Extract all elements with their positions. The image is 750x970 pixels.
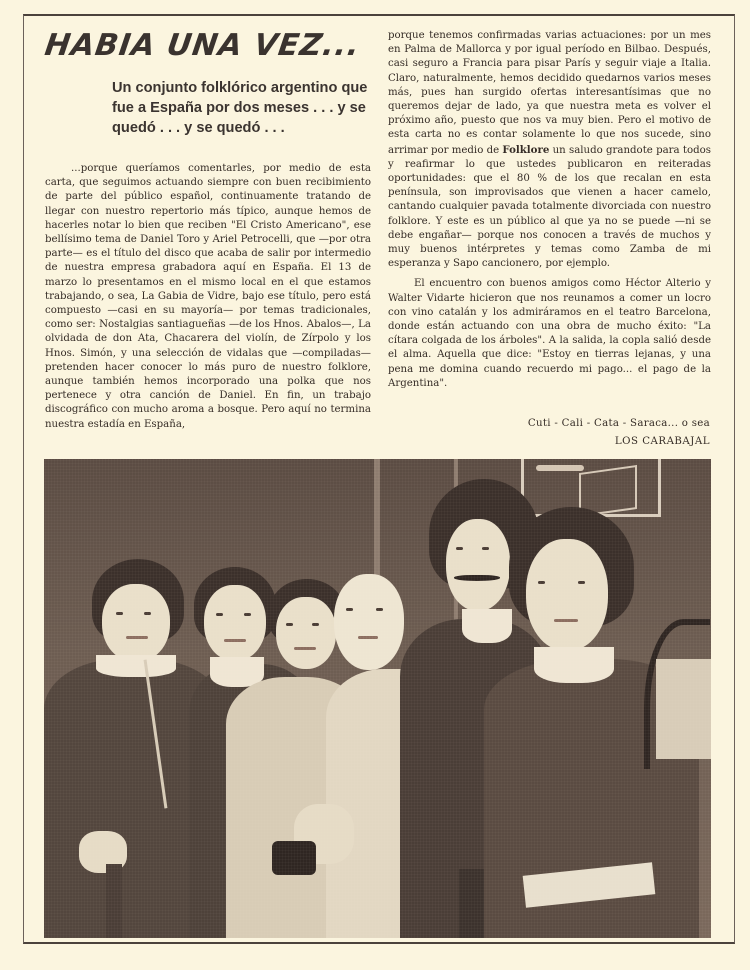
article-column-right	[388, 29, 711, 391]
article-column-left	[45, 162, 371, 446]
person-1-face	[102, 584, 170, 662]
person-5-collar	[462, 609, 512, 643]
article-subheadline: Un conjunto folklórico argentino que fue a España por dos meses . . . y se quedó . . . y se quedó . . .	[112, 80, 368, 136]
person-6-face	[526, 539, 608, 651]
paragraph-text: un saludo grandote para todos y reafirmar lo que ustedes publicaron en reiteradas oportunidades: que el 80 % de los que recalan en esta península, son improvisados que vienen a hacer camelo, cantando cualquier pavada totalmente divorciada con nuestro folklore. Y este es un público al que ya no se puede —ni se debe engañar— porque nos conocen a través de muchos y muy buenos intérpretes y temas como Zamba de mi esperanza y Sapo cancionero, por ejemplo.	[388, 144, 711, 270]
paragraph-text: porque tenemos confirmadas varias actuaciones: por un mes en Palma de Mallorca y por igual período en Bilbao. Después, casi seguro a Francia para pisar París y seguir viaje a Italia. Claro, naturalmente, hemos decidido quedarnos varios meses más, pues han surgido ofertas interesantísimas que no queremos dejar de lado, ya que nuestra meta es volver el próximo año, puesto que nos va muy bien. Pero el motivo de esta carta no es contar solamente lo que nos sucede, sino arrimar por medio de	[388, 30, 711, 156]
person-6-collar	[534, 647, 614, 683]
signature-group: LOS CARABAJAL	[614, 436, 710, 447]
signature-names: Cuti - Cali - Cata - Saraca... o sea	[527, 418, 710, 429]
article-paragraph: El encuentro con buenos amigos como Héctor Alterio y Walter Vidarte hicieron que nos reunamos a comer un locro con vino catalán y los admiráramos en el teatro Barcelona, donde están actuando con una obra de mucho éxito: "La cítara colgada de los árboles". A la salida, la copla salió desde el alma. Aquella que dice: "Estoy en tierras lejanas, y una pena me domina cuando recuerdo mi pago... el pago de la Argentina".	[388, 278, 711, 389]
wristwatch	[272, 841, 316, 875]
article-signature	[528, 415, 710, 451]
person-2-face	[204, 585, 266, 661]
harp-body	[656, 659, 711, 759]
article-headline: HABIA UNA VEZ...	[42, 28, 363, 63]
person-4-face	[334, 574, 404, 670]
guitar-neck	[106, 864, 122, 938]
person-5-face	[446, 519, 510, 611]
group-photo	[44, 459, 711, 938]
magazine-name: Folklore	[502, 143, 550, 156]
guitar-head	[459, 869, 487, 938]
article-paragraph: ...porque queríamos comentarles, por medio de esta carta, que seguimos actuando siempre con buen recibimiento de parte del público español, continuamente tratando de llegar con nuestro repertorio más típico, aunque hemos de hacerles notar lo bien que reciben "El Cristo Americano", ese bellísimo tema de Daniel Toro y Ariel Petrocelli, que —por otra parte— es el título del disco que acaba de salir por intermedio de nuestra empresa grabadora aquí en España. El 13 de marzo lo presentamos en el mismo local en el que estamos trabajando, o sea, La Gabia de Vidre, bajo ese título, pero está compuesto —casi en su mayoría— por temas tradicionales, como ser: Nostalgias santiagueñas —de los Hnos. Abalos—, La olvidada de don Ata, Chacarera del violín, de Zírpolo y los Hnos. Simón, y una selección de vidalas que —compiladas— pretenden hacer conocer lo más puro de nuestro folklore, aunque también hemos incorporado una polka que nos pertenece y otra canción de Daniel. En fin, un trabajo discográfico con mucho aroma a bosque. Pero aquí no termina nuestra estadía en España,	[45, 163, 371, 430]
person-1-collar	[96, 655, 176, 677]
person-3-face	[276, 597, 336, 669]
article-paragraph	[388, 29, 711, 271]
